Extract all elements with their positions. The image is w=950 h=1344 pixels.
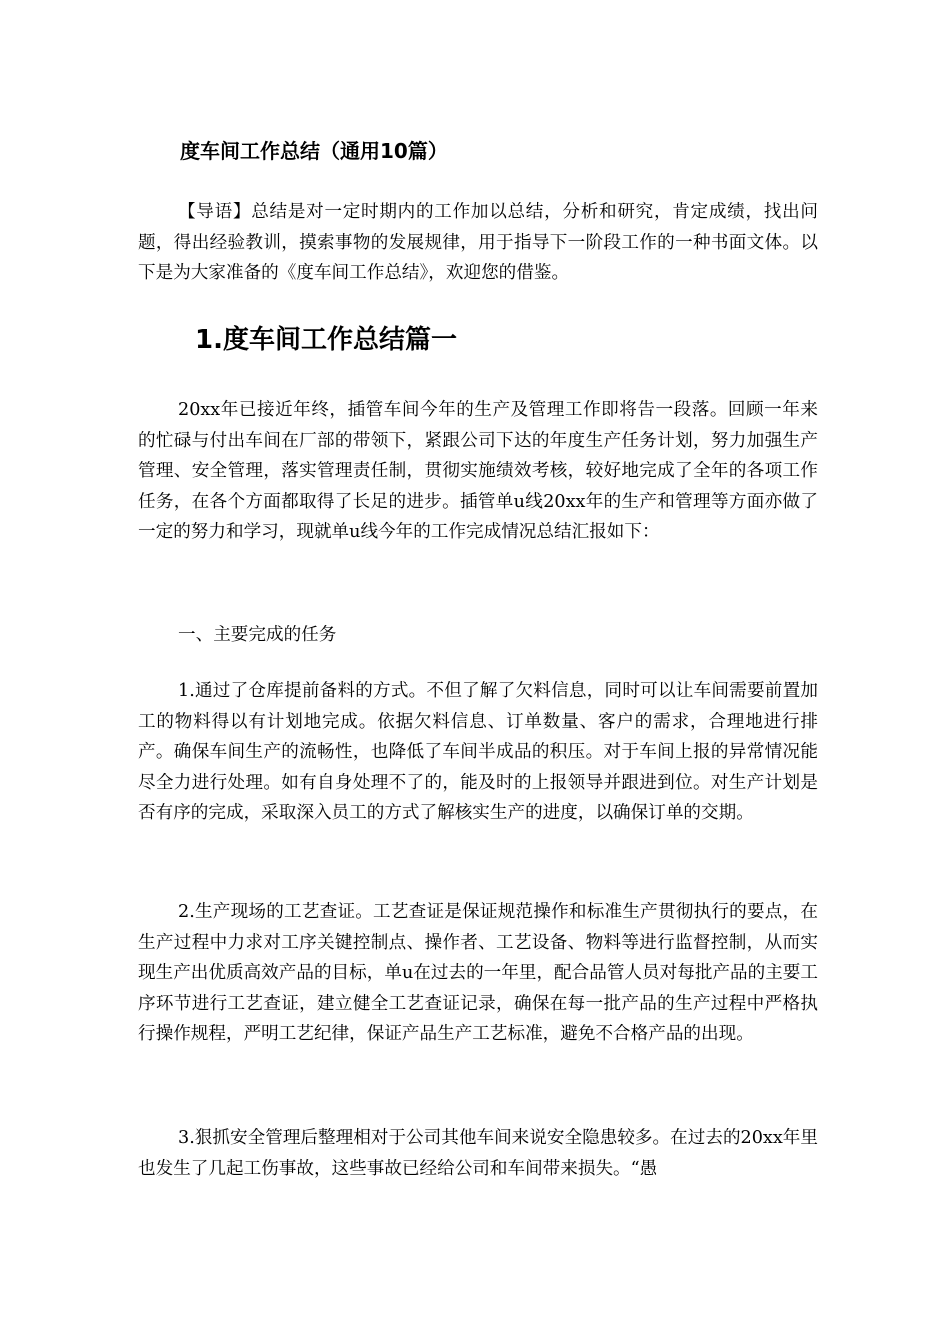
document-title: 度车间工作总结（通用10篇） bbox=[180, 139, 448, 163]
body-paragraph: 1.通过了仓库提前备料的方式。不但了解了欠料信息，同时可以让车间需要前置加工的物料得以有计划地完成。依据欠料信息、订单数量、客户的需求，合理地进行排产。确保车间生产的流畅性，也降低了车间半成品的积压。对于车间上报的异常情况能尽全力进行处理。如有自身处理不了的，能及时的上报领导并跟进到位。对生产计划是否有序的完成，采取深入员工的方式了解核实生产的进度，以确保订单的交期。 bbox=[138, 681, 818, 823]
body-paragraph: 3.狠抓安全管理后整理相对于公司其他车间来说安全隐患较多。在过去的20xx年里也发生了几起工伤事故，这些事故已经给公司和车间带来损失。“愚 bbox=[138, 1128, 818, 1179]
subsection-heading: 一、主要完成的任务 bbox=[178, 625, 337, 645]
intro-paragraph: 【导语】总结是对一定时期内的工作加以总结，分析和研究，肯定成绩，找出问题，得出经验教训，摸索事物的发展规律，用于指导下一阶段工作的一种书面文体。以下是为大家准备的《度车间工作总结》，欢迎您的借鉴。 bbox=[138, 202, 818, 283]
body-paragraph: 2.生产现场的工艺查证。工艺查证是保证规范操作和标准生产贯彻执行的要点，在生产过程中力求对工序关键控制点、操作者、工艺设备、物料等进行监督控制，从而实现生产出优质高效产品的目标，单u在过去的一年里，配合品管人员对每批产品的主要工序环节进行工艺查证，建立健全工艺查证记录，确保在每一批产品的生产过程中严格执行操作规程，严明工艺纪律，保证产品生产工艺标准，避免不合格产品的出现。 bbox=[138, 902, 818, 1044]
section-heading: 1.度车间工作总结篇一 bbox=[195, 325, 457, 355]
body-paragraph: 20xx年已接近年终，插管车间今年的生产及管理工作即将告一段落。回顾一年来的忙碌与付出车间在厂部的带领下，紧跟公司下达的年度生产任务计划，努力加强生产管理、安全管理，落实管理责任制，贯彻实施绩效考核，较好地完成了全年的各项工作任务，在各个方面都取得了长足的进步。插管单u线20xx年的生产和管理等方面亦做了一定的努力和学习，现就单u线今年的工作完成情况总结汇报如下： bbox=[138, 400, 818, 542]
